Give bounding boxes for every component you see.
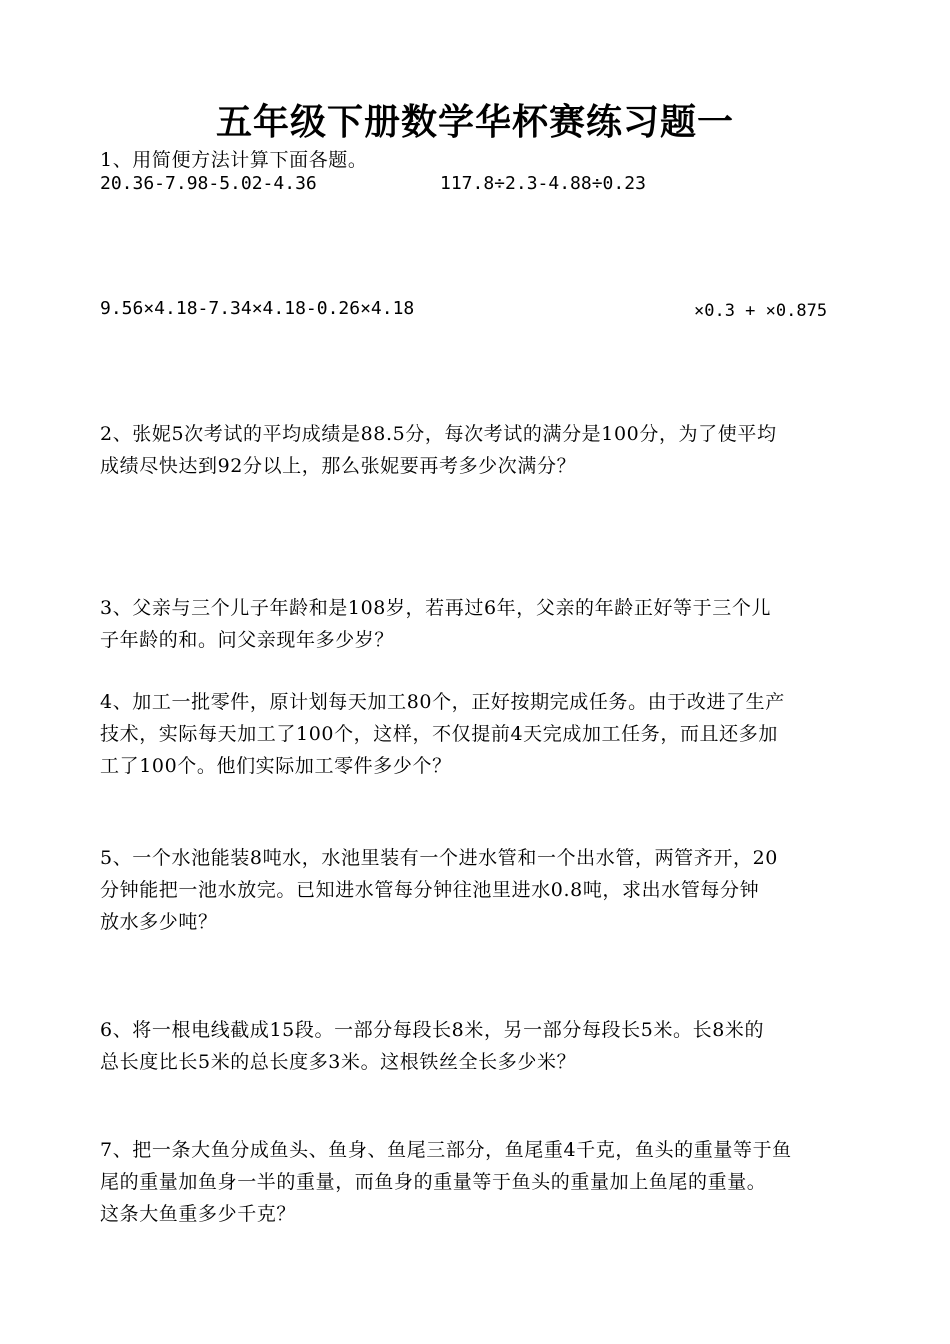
q1-expression-c: 9.56×4.18-7.34×4.18-0.26×4.18 bbox=[100, 298, 415, 319]
question-6-line: 6、将一根电线截成15段。一部分每段长8米，另一部分每段长5米。长8米的 bbox=[100, 1019, 765, 1041]
question-6-line: 总长度比长5米的总长度多3米。这根铁丝全长多少米？ bbox=[100, 1051, 577, 1073]
question-2-line: 2、张妮5次考试的平均成绩是88.5分，每次考试的满分是100分，为了使平均 bbox=[100, 423, 777, 445]
question-2 bbox=[100, 418, 855, 482]
question-5-line: 5、一个水池能装8吨水，水池里装有一个进水管和一个出水管，两管齐开，20 bbox=[100, 847, 778, 869]
question-4 bbox=[100, 686, 855, 782]
question-7-line: 尾的重量加鱼身一半的重量，而鱼身的重量等于鱼头的重量加上鱼尾的重量。 bbox=[100, 1171, 767, 1193]
question-5-line: 放水多少吨？ bbox=[100, 911, 218, 933]
page-title: 五年级下册数学华杯赛练习题一 bbox=[215, 101, 734, 143]
question-5 bbox=[100, 842, 855, 938]
question-3-line: 子年龄的和。问父亲现年多少岁？ bbox=[100, 629, 395, 651]
question-5-line: 分钟能把一池水放完。已知进水管每分钟往池里进水0.8吨，求出水管每分钟 bbox=[100, 879, 760, 901]
question-2-line: 成绩尽快达到92分以上，那么张妮要再考多少次满分？ bbox=[100, 455, 577, 477]
q1-expression-d: ×0.3 + ×0.875 bbox=[694, 301, 828, 321]
question-4-line: 工了100个。他们实际加工零件多少个？ bbox=[100, 755, 452, 777]
q1-expression-b: 117.8÷2.3-4.88÷0.23 bbox=[440, 173, 646, 194]
question-4-line: 技术，实际每天加工了100个，这样，不仅提前4天完成加工任务，而且还多加 bbox=[100, 723, 778, 745]
question-3 bbox=[100, 592, 855, 656]
question-4-line: 4、加工一批零件，原计划每天加工80个，正好按期完成任务。由于改进了生产 bbox=[100, 691, 785, 713]
question-7-line: 这条大鱼重多少千克？ bbox=[100, 1203, 297, 1225]
question-6 bbox=[100, 1014, 855, 1078]
question-7-line: 7、把一条大鱼分成鱼头、鱼身、鱼尾三部分，鱼尾重4千克，鱼头的重量等于鱼 bbox=[100, 1139, 792, 1161]
question-7 bbox=[100, 1134, 855, 1230]
question-3-line: 3、父亲与三个儿子年龄和是108岁，若再过6年，父亲的年龄正好等于三个儿 bbox=[100, 597, 772, 619]
q1-heading: 1、用简便方法计算下面各题。 bbox=[100, 149, 368, 171]
q1-expression-a: 20.36-7.98-5.02-4.36 bbox=[100, 173, 317, 194]
